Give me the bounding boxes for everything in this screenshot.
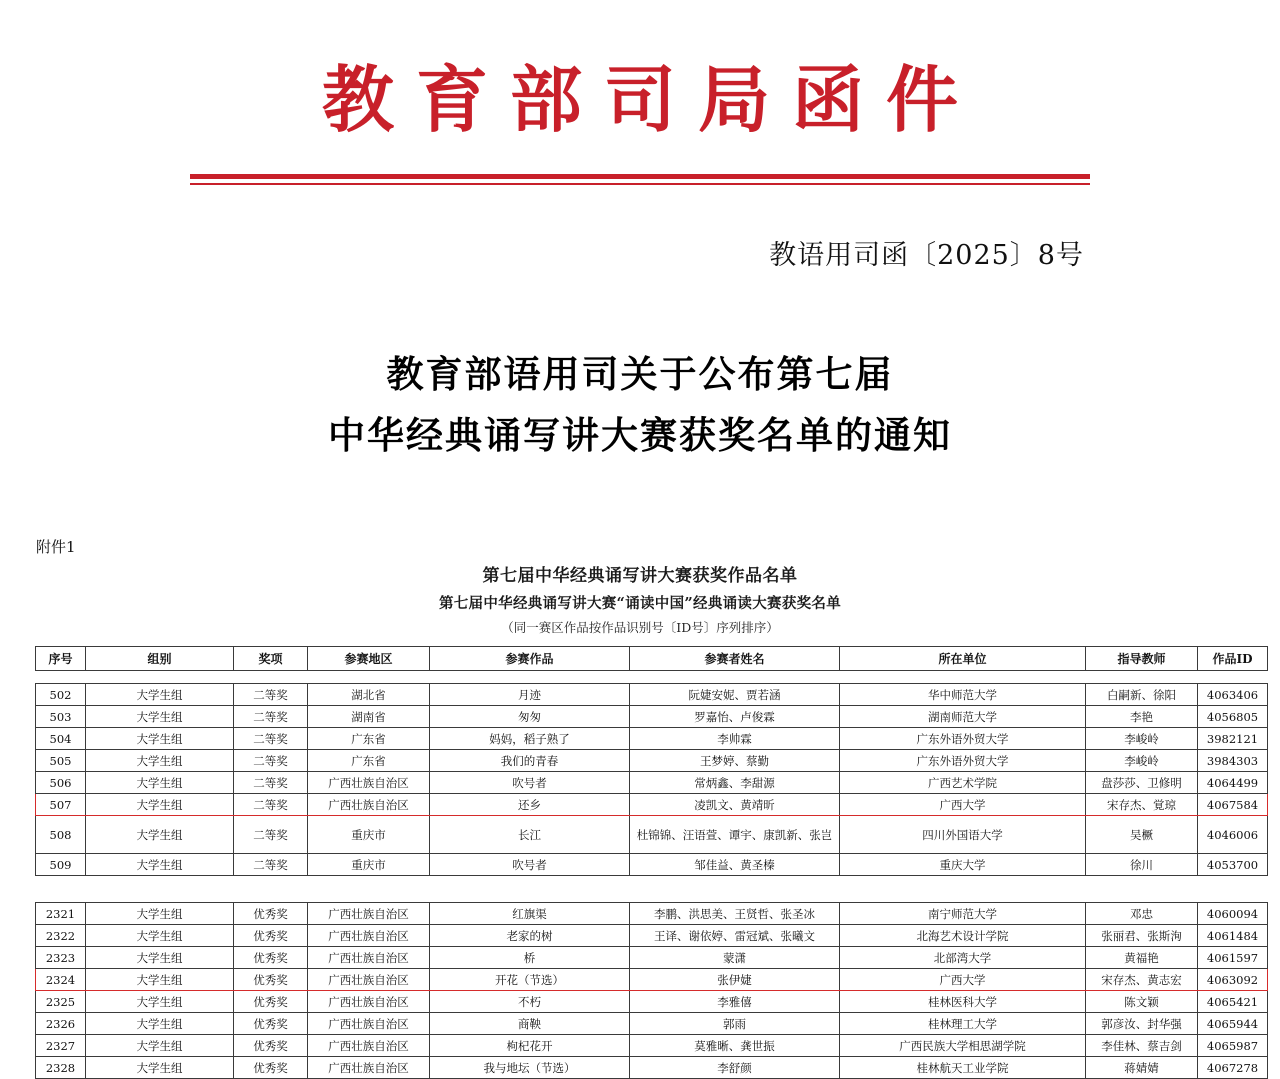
cell-work: 长江 — [430, 816, 630, 854]
cell-no: 504 — [36, 728, 86, 750]
cell-teacher: 李峻岭 — [1086, 750, 1198, 772]
cell-id: 3982121 — [1198, 728, 1268, 750]
cell-teacher: 宋存杰、覚琼 — [1086, 794, 1198, 816]
column-header-region: 参赛地区 — [308, 647, 430, 671]
cell-teacher: 李峻岭 — [1086, 728, 1198, 750]
cell-teacher: 张丽君、张斯洵 — [1086, 925, 1198, 947]
cell-unit: 广东外语外贸大学 — [840, 728, 1086, 750]
cell-names: 常炳鑫、李甜源 — [630, 772, 840, 794]
cell-award: 优秀奖 — [234, 925, 308, 947]
column-header-teacher: 指导教师 — [1086, 647, 1198, 671]
cell-no: 2327 — [36, 1035, 86, 1057]
cell-id: 4065944 — [1198, 1013, 1268, 1035]
cell-no: 505 — [36, 750, 86, 772]
cell-names: 王译、谢依婷、雷冠斌、张曦文 — [630, 925, 840, 947]
award-table-area — [35, 646, 1259, 1079]
table-row — [36, 1057, 1268, 1079]
table-row — [36, 706, 1268, 728]
cell-unit: 华中师范大学 — [840, 684, 1086, 706]
cell-region: 湖南省 — [308, 706, 430, 728]
cell-work: 枸杞花开 — [430, 1035, 630, 1057]
table-header-row — [36, 647, 1268, 671]
cell-group: 大学生组 — [86, 969, 234, 991]
cell-work: 老家的树 — [430, 925, 630, 947]
cell-id: 4067278 — [1198, 1057, 1268, 1079]
cell-award: 二等奖 — [234, 854, 308, 876]
cell-id: 4065421 — [1198, 991, 1268, 1013]
cell-award: 二等奖 — [234, 684, 308, 706]
cell-names: 李舒颜 — [630, 1057, 840, 1079]
cell-teacher: 邓忠 — [1086, 903, 1198, 925]
cell-names: 蒙潇 — [630, 947, 840, 969]
column-header-names: 参赛者姓名 — [630, 647, 840, 671]
cell-region: 广西壮族自治区 — [308, 1057, 430, 1079]
cell-teacher: 郭彦汝、封华强 — [1086, 1013, 1198, 1035]
document-number: 教语用司函〔2025〕8号 — [769, 240, 1084, 271]
table-row — [36, 684, 1268, 706]
cell-work: 商鞅 — [430, 1013, 630, 1035]
page-title-line-2: 中华经典诵写讲大赛获奖名单的通知 — [328, 413, 952, 458]
cell-work: 月迹 — [430, 684, 630, 706]
cell-group: 大学生组 — [86, 947, 234, 969]
table-row — [36, 1013, 1268, 1035]
cell-no: 2324 — [36, 969, 86, 991]
cell-teacher: 李佳林、蔡吉剑 — [1086, 1035, 1198, 1057]
cell-group: 大学生组 — [86, 1013, 234, 1035]
list-subtitle: 第七届中华经典诵写讲大赛“诵读中国”经典诵读大赛获奖名单 — [438, 595, 842, 613]
cell-work: 我们的青春 — [430, 750, 630, 772]
cell-unit: 广东外语外贸大学 — [840, 750, 1086, 772]
table-row — [36, 991, 1268, 1013]
cell-region: 广东省 — [308, 750, 430, 772]
cell-award: 优秀奖 — [234, 903, 308, 925]
cell-id: 4046006 — [1198, 816, 1268, 854]
list-title: 第七届中华经典诵写讲大赛获奖作品名单 — [482, 566, 798, 587]
column-header-work: 参赛作品 — [430, 647, 630, 671]
cell-names: 阮婕安妮、贾若涵 — [630, 684, 840, 706]
header-spacer — [35, 671, 1245, 683]
cell-work: 匆匆 — [430, 706, 630, 728]
cell-no: 2328 — [36, 1057, 86, 1079]
cell-teacher: 白嗣新、徐阳 — [1086, 684, 1198, 706]
cell-no: 507 — [36, 794, 86, 816]
cell-region: 广西壮族自治区 — [308, 794, 430, 816]
cell-group: 大学生组 — [86, 684, 234, 706]
cell-unit: 广西民族大学相思湖学院 — [840, 1035, 1086, 1057]
letterhead — [0, 0, 1280, 185]
cell-no: 506 — [36, 772, 86, 794]
cell-id: 4060094 — [1198, 903, 1268, 925]
cell-group: 大学生组 — [86, 728, 234, 750]
cell-id: 4063406 — [1198, 684, 1268, 706]
cell-teacher: 李艳 — [1086, 706, 1198, 728]
cell-names: 李鹏、洪思美、王贤哲、张圣冰 — [630, 903, 840, 925]
cell-region: 广西壮族自治区 — [308, 925, 430, 947]
cell-names: 郭雨 — [630, 1013, 840, 1035]
cell-names: 李帅霖 — [630, 728, 840, 750]
cell-no: 2326 — [36, 1013, 86, 1035]
award-table-block-1 — [35, 683, 1268, 876]
cell-region: 广西壮族自治区 — [308, 1035, 430, 1057]
cell-region: 广西壮族自治区 — [308, 772, 430, 794]
table-row — [36, 728, 1268, 750]
cell-no: 502 — [36, 684, 86, 706]
cell-names: 罗嘉怡、卢俊霖 — [630, 706, 840, 728]
column-header-unit: 所在单位 — [840, 647, 1086, 671]
cell-id: 4065987 — [1198, 1035, 1268, 1057]
cell-id: 4053700 — [1198, 854, 1268, 876]
award-table-header — [35, 646, 1268, 671]
cell-group: 大学生组 — [86, 1057, 234, 1079]
letterhead-title: 教育部司局函件 — [321, 57, 980, 142]
cell-region: 广西壮族自治区 — [308, 947, 430, 969]
cell-unit: 广西艺术学院 — [840, 772, 1086, 794]
cell-teacher: 陈文颖 — [1086, 991, 1198, 1013]
cell-unit: 桂林医科大学 — [840, 991, 1086, 1013]
cell-unit: 广西大学 — [840, 794, 1086, 816]
cell-id: 4056805 — [1198, 706, 1268, 728]
cell-teacher: 蒋婧婧 — [1086, 1057, 1198, 1079]
cell-award: 优秀奖 — [234, 947, 308, 969]
list-note: （同一赛区作品按作品识别号〔ID号〕序列排序） — [501, 620, 779, 636]
cell-teacher: 黄福艳 — [1086, 947, 1198, 969]
cell-award: 二等奖 — [234, 772, 308, 794]
cell-award: 优秀奖 — [234, 991, 308, 1013]
cell-names: 杜锦锦、汪语萱、谭宇、康凯新、张岂 — [630, 816, 840, 854]
cell-no: 503 — [36, 706, 86, 728]
cell-names: 张伊婕 — [630, 969, 840, 991]
cell-award: 二等奖 — [234, 706, 308, 728]
column-header-id: 作品ID — [1198, 647, 1268, 671]
cell-group: 大学生组 — [86, 706, 234, 728]
cell-award: 优秀奖 — [234, 1013, 308, 1035]
cell-teacher: 宋存杰、黄志宏 — [1086, 969, 1198, 991]
cell-work: 吹号者 — [430, 772, 630, 794]
cell-work: 桥 — [430, 947, 630, 969]
cell-work: 我与地坛（节选） — [430, 1057, 630, 1079]
table-row — [36, 925, 1268, 947]
cell-unit: 北部湾大学 — [840, 947, 1086, 969]
cell-work: 妈妈，稻子熟了 — [430, 728, 630, 750]
rule-thick — [190, 174, 1090, 179]
cell-teacher: 吴橛 — [1086, 816, 1198, 854]
cell-unit: 桂林理工大学 — [840, 1013, 1086, 1035]
cell-group: 大学生组 — [86, 772, 234, 794]
cell-names: 李雅僖 — [630, 991, 840, 1013]
column-header-group: 组别 — [86, 647, 234, 671]
attachment-label: 附件1 — [36, 538, 76, 557]
cell-id: 4061484 — [1198, 925, 1268, 947]
cell-no: 2323 — [36, 947, 86, 969]
cell-award: 优秀奖 — [234, 969, 308, 991]
cell-work: 不朽 — [430, 991, 630, 1013]
cell-award: 优秀奖 — [234, 1057, 308, 1079]
cell-award: 二等奖 — [234, 794, 308, 816]
cell-group: 大学生组 — [86, 925, 234, 947]
cell-id: 4067584 — [1198, 794, 1268, 816]
cell-group: 大学生组 — [86, 1035, 234, 1057]
cell-unit: 南宁师范大学 — [840, 903, 1086, 925]
table-block-gap — [35, 876, 1245, 902]
cell-region: 广西壮族自治区 — [308, 969, 430, 991]
cell-region: 广西壮族自治区 — [308, 903, 430, 925]
cell-id: 4061597 — [1198, 947, 1268, 969]
cell-region: 重庆市 — [308, 816, 430, 854]
column-header-award: 奖项 — [234, 647, 308, 671]
cell-work: 还乡 — [430, 794, 630, 816]
cell-region: 重庆市 — [308, 854, 430, 876]
cell-group: 大学生组 — [86, 816, 234, 854]
award-table-block-2 — [35, 902, 1268, 1079]
cell-region: 广西壮族自治区 — [308, 1013, 430, 1035]
cell-group: 大学生组 — [86, 750, 234, 772]
cell-teacher: 盘莎莎、卫修明 — [1086, 772, 1198, 794]
cell-no: 2325 — [36, 991, 86, 1013]
table-row — [36, 903, 1268, 925]
cell-no: 2321 — [36, 903, 86, 925]
cell-group: 大学生组 — [86, 991, 234, 1013]
cell-work: 开花（节选） — [430, 969, 630, 991]
cell-unit: 北海艺术设计学院 — [840, 925, 1086, 947]
cell-teacher: 徐川 — [1086, 854, 1198, 876]
cell-award: 二等奖 — [234, 750, 308, 772]
cell-unit: 湖南师范大学 — [840, 706, 1086, 728]
cell-region: 广西壮族自治区 — [308, 991, 430, 1013]
cell-unit: 重庆大学 — [840, 854, 1086, 876]
table-row — [36, 816, 1268, 854]
table-row — [36, 794, 1268, 816]
table-row — [36, 947, 1268, 969]
letterhead-rule — [190, 174, 1090, 185]
cell-region: 湖北省 — [308, 684, 430, 706]
cell-unit: 四川外国语大学 — [840, 816, 1086, 854]
table-row — [36, 772, 1268, 794]
table-row — [36, 854, 1268, 876]
cell-no: 2322 — [36, 925, 86, 947]
cell-id: 4064499 — [1198, 772, 1268, 794]
cell-no: 509 — [36, 854, 86, 876]
cell-work: 吹号者 — [430, 854, 630, 876]
cell-unit: 桂林航天工业学院 — [840, 1057, 1086, 1079]
cell-no: 508 — [36, 816, 86, 854]
column-header-no: 序号 — [36, 647, 86, 671]
page-title-line-1: 教育部语用司关于公布第七届 — [386, 352, 894, 396]
cell-work: 红旗渠 — [430, 903, 630, 925]
cell-award: 优秀奖 — [234, 1035, 308, 1057]
cell-names: 凌凯文、黄靖昕 — [630, 794, 840, 816]
cell-award: 二等奖 — [234, 816, 308, 854]
cell-id: 3984303 — [1198, 750, 1268, 772]
cell-group: 大学生组 — [86, 794, 234, 816]
cell-region: 广东省 — [308, 728, 430, 750]
table-row — [36, 1035, 1268, 1057]
cell-group: 大学生组 — [86, 903, 234, 925]
cell-names: 莫雅晰、龚世振 — [630, 1035, 840, 1057]
cell-id: 4063092 — [1198, 969, 1268, 991]
page-title — [0, 344, 1280, 466]
cell-group: 大学生组 — [86, 854, 234, 876]
table-row — [36, 969, 1268, 991]
cell-names: 王梦婷、蔡勤 — [630, 750, 840, 772]
cell-names: 邹佳益、黄圣榛 — [630, 854, 840, 876]
rule-thin — [190, 183, 1090, 185]
cell-award: 二等奖 — [234, 728, 308, 750]
cell-unit: 广西大学 — [840, 969, 1086, 991]
table-row — [36, 750, 1268, 772]
